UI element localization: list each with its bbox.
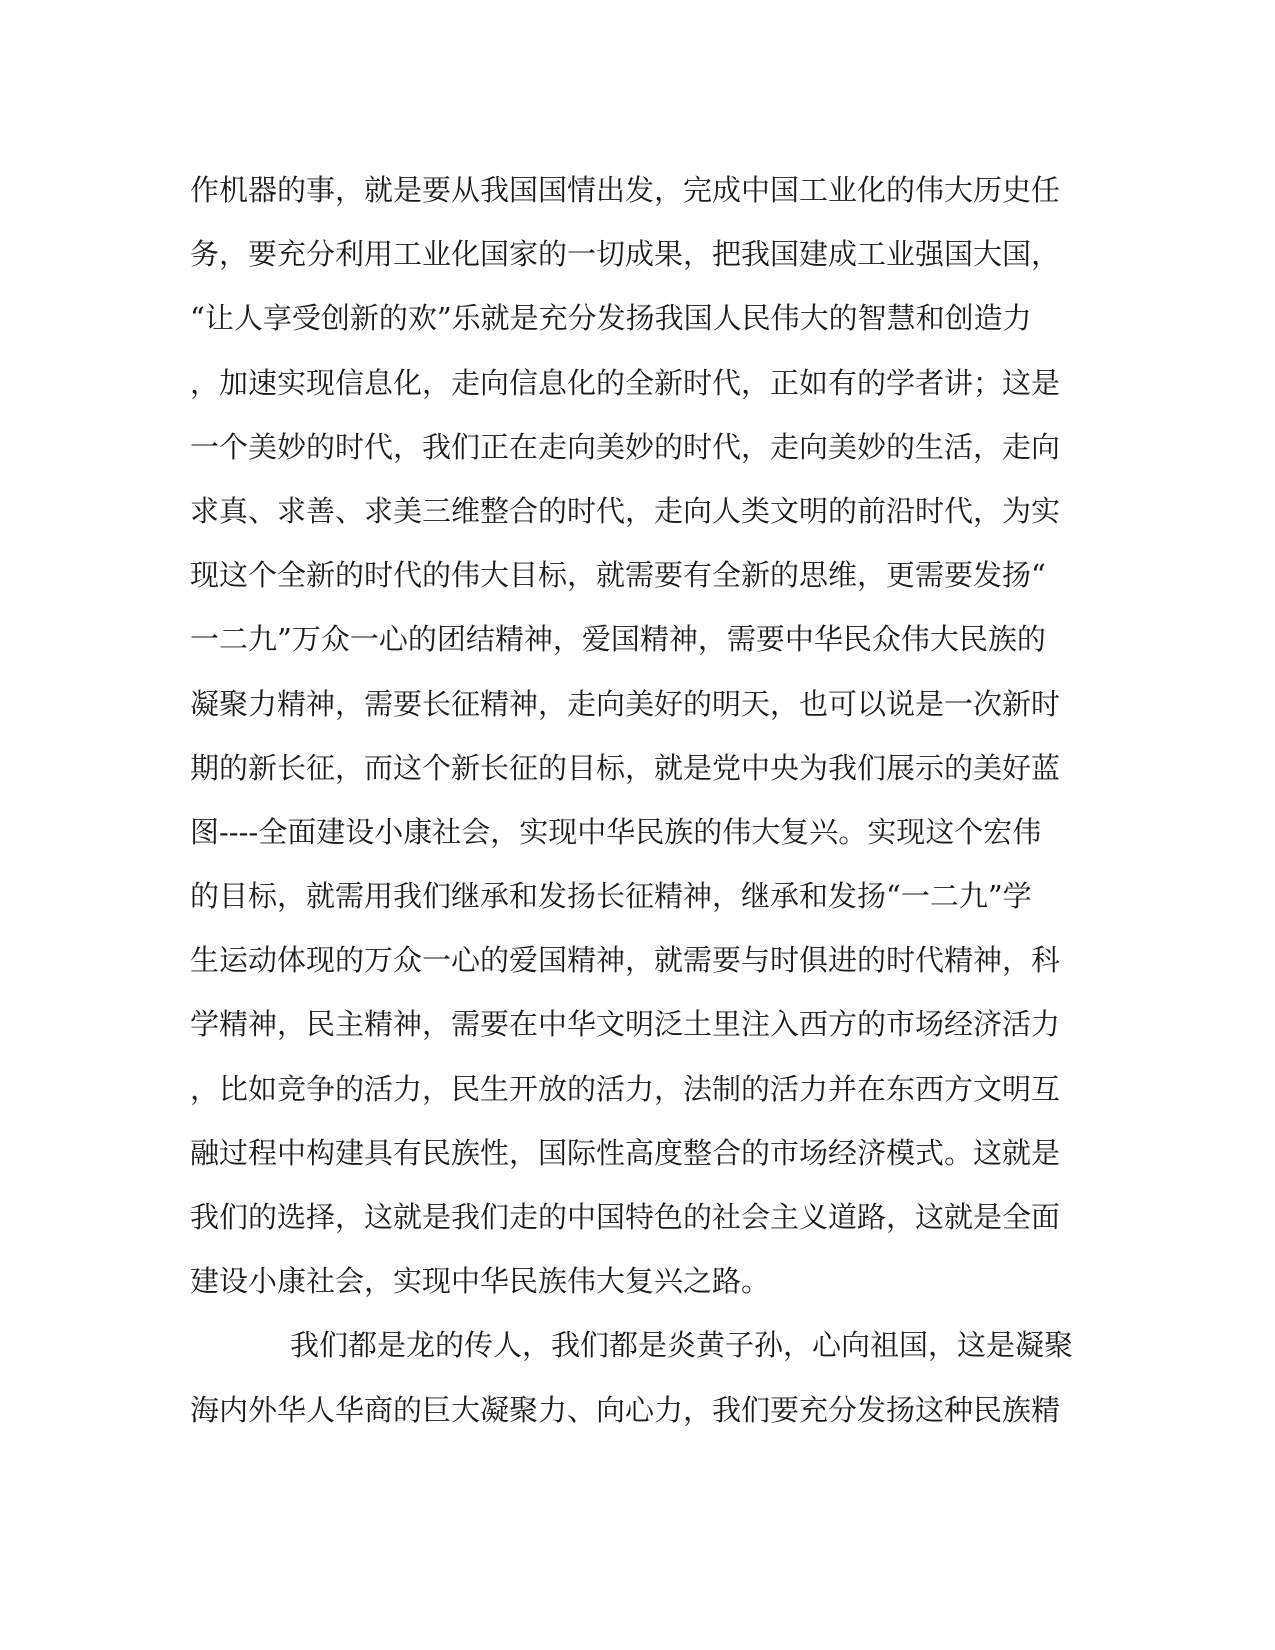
text-line: ，比如竞争的活力，民生开放的活力，法制的活力并在东西方文明互 <box>190 1071 1061 1106</box>
text-line: 建设小康社会，实现中华民族伟大复兴之路。 <box>190 1264 771 1299</box>
text-line: 一二九”万众一心的团结精神，爱国精神，需要中华民众伟大民族的 <box>190 622 1046 657</box>
text-line: 凝聚力精神，需要长征精神，走向美好的明天，也可以说是一次新时 <box>190 686 1061 721</box>
text-line: 务，要充分利用工业化国家的一切成果，把我国建成工业强国大国， <box>190 237 1061 272</box>
text-line: ，加速实现信息化，走向信息化的全新时代，正如有的学者讲；这是 <box>190 365 1061 400</box>
text-line: 海内外华人华商的巨大凝聚力、向心力，我们要充分发扬这种民族精 <box>190 1392 1061 1427</box>
text-line: 期的新长征，而这个新长征的目标，就是党中央为我们展示的美好蓝 <box>190 750 1061 785</box>
text-line: 我们的选择，这就是我们走的中国特色的社会主义道路，这就是全面 <box>190 1200 1061 1234</box>
text-line: 的目标，就需用我们继承和发扬长征精神，继承和发扬“一二九”学 <box>190 879 1032 914</box>
text-line: 现这个全新的时代的伟大目标，就需要有全新的思维，更需要发扬“ <box>190 558 1046 593</box>
body-text <box>190 158 1074 1442</box>
text-line: 图----全面建设小康社会，实现中华民族的伟大复兴。实现这个宏伟 <box>190 814 1042 849</box>
text-line: 一个美妙的时代，我们正在走向美妙的时代，走向美妙的生活，走向 <box>190 429 1061 464</box>
text-line: “让人享受创新的欢”乐就是充分发扬我国人民伟大的智慧和创造力 <box>190 301 1032 336</box>
text-line: 生运动体现的万众一心的爱国精神，就需要与时俱进的时代精神，科 <box>190 943 1061 978</box>
text-line: 融过程中构建具有民族性，国际性高度整合的市场经济模式。这就是 <box>190 1135 1061 1170</box>
text-line: 求真、求善、求美三维整合的时代，走向人类文明的前沿时代，为实 <box>190 493 1061 528</box>
text-line-paragraph-start: 我们都是龙的传人，我们都是炎黄子孙，心向祖国，这是凝聚 <box>290 1328 1074 1363</box>
text-line: 作机器的事，就是要从我国国情出发，完成中国工业化的伟大历史任 <box>190 173 1061 207</box>
text-line: 学精神，民主精神，需要在中华文明泛土里注入西方的市场经济活力 <box>190 1007 1061 1042</box>
